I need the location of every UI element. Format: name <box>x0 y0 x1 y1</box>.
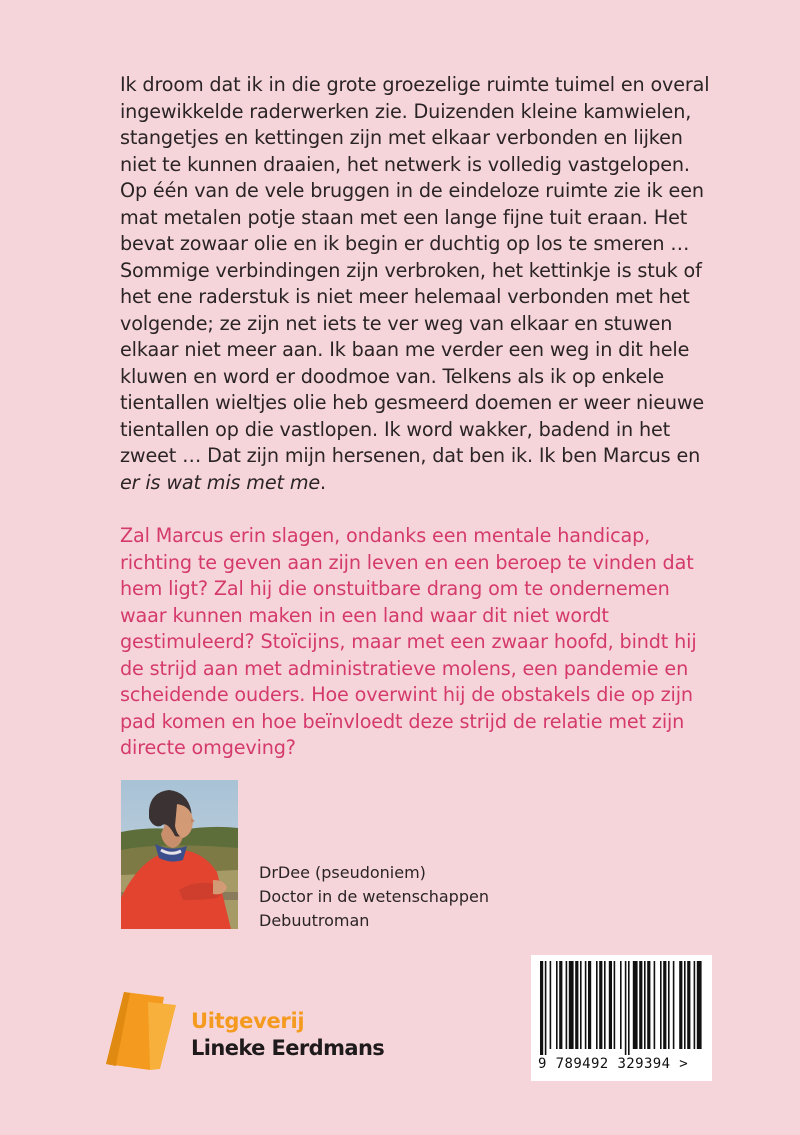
barcode-bar <box>663 961 666 1049</box>
barcode-bar <box>673 961 675 1049</box>
barcode-bar <box>575 961 578 1049</box>
excerpt-emphasis: er is wat mis met me <box>120 470 321 494</box>
barcode-bar <box>569 961 574 1049</box>
barcode-bar <box>697 961 702 1049</box>
excerpt-paragraph <box>120 72 720 496</box>
publisher-logo <box>104 990 394 1072</box>
barcode-bars <box>538 961 706 1055</box>
barcode-bar <box>599 961 602 1049</box>
barcode-bar <box>585 961 587 1049</box>
barcode-bar <box>684 961 686 1049</box>
barcode-bar <box>694 961 696 1049</box>
barcode-bar <box>620 961 622 1049</box>
author-title: Doctor in de wetenschappen <box>259 887 489 906</box>
barcode-bar <box>614 961 616 1049</box>
barcode-bar <box>566 961 568 1049</box>
barcode-bar <box>687 961 690 1049</box>
barcode-bar <box>625 961 627 1055</box>
isbn-barcode <box>531 955 712 1081</box>
barcode-bar <box>604 961 606 1049</box>
barcode-bar <box>633 961 638 1049</box>
publisher-name-line2: Lineke Eerdmans <box>191 1036 385 1060</box>
barcode-bar <box>679 961 682 1049</box>
excerpt-end: . <box>320 470 326 494</box>
barcode-bar <box>596 961 598 1049</box>
book-icon <box>104 990 184 1072</box>
publisher-name-line1: Uitgeverij <box>191 1009 305 1033</box>
blurb-paragraph: Zal Marcus erin slagen, ondanks een mentale handicap, richting te geven aan zijn leven en een beroep te vinden dat hem ligt? Zal hij die onstuitbare drang om te ondernemen waar kunnen maken in een land waar dit niet wordt gestimuleerd? Stoïcijns, maar met een zwaar hoofd, bindt hij de strijd aan met administratieve molens, een pandemie en scheidende ouders. Hoe overwint hij de obstakels die op zijn pad komen en hoe beïnvloedt deze strijd de relatie met zijn directe omgeving? <box>120 524 697 759</box>
isbn-number: 9 789492 329394 > <box>538 1056 689 1072</box>
barcode-bar <box>668 961 670 1049</box>
barcode-bar <box>660 961 662 1049</box>
author-info <box>259 861 489 933</box>
barcode-bar <box>609 961 612 1049</box>
barcode-bar <box>559 961 562 1049</box>
barcode-bar <box>556 961 558 1049</box>
author-name: DrDee (pseudoniem) <box>259 863 426 882</box>
barcode-bar <box>654 961 656 1049</box>
barcode-bar <box>545 961 547 1055</box>
barcode-bar <box>644 961 646 1049</box>
barcode-bar <box>628 961 630 1055</box>
barcode-bar <box>550 961 552 1049</box>
barcode-bar <box>588 961 591 1049</box>
barcode-bar <box>580 961 582 1049</box>
author-photo <box>121 780 238 929</box>
author-note: Debuutroman <box>259 911 370 930</box>
barcode-bar <box>639 961 642 1049</box>
barcode-bar <box>540 961 543 1055</box>
barcode-bar <box>647 961 650 1049</box>
excerpt-text: Ik droom dat ik in die grote groezelige ruimte tuimel en overal ingewikkelde raderwerken zie. Duizenden kleine kamwielen, stangetjes en kettingen zijn met elkaar verbonden en lijken niet te kunnen draaien, het netwerk is volledig vastgelopen. Op één van de vele bruggen in de eindeloze ruimte zie ik een mat metalen potje staan met een lange fijne tuit eraan. Het bevat zowaar olie en ik begin er duchtig op los te smeren … Sommige verbindingen zijn verbroken, het kettinkje is stuk of het ene raderstuk is niet meer helemaal verbonden met het volgende; ze zijn net iets te ver weg van elkaar en stuwen elkaar niet meer aan. Ik baan me verder een weg in dit hele kluwen en word er doodmoe van. Telkens als ik op enkele tientallen wieltjes olie heb gesmeerd doemen er weer nieuwe tientallen op die vastlopen. Ik word wakker, badend in het zweet … Dat zijn mijn hersenen, dat ben ik. Ik ben Marcus en <box>120 73 710 467</box>
